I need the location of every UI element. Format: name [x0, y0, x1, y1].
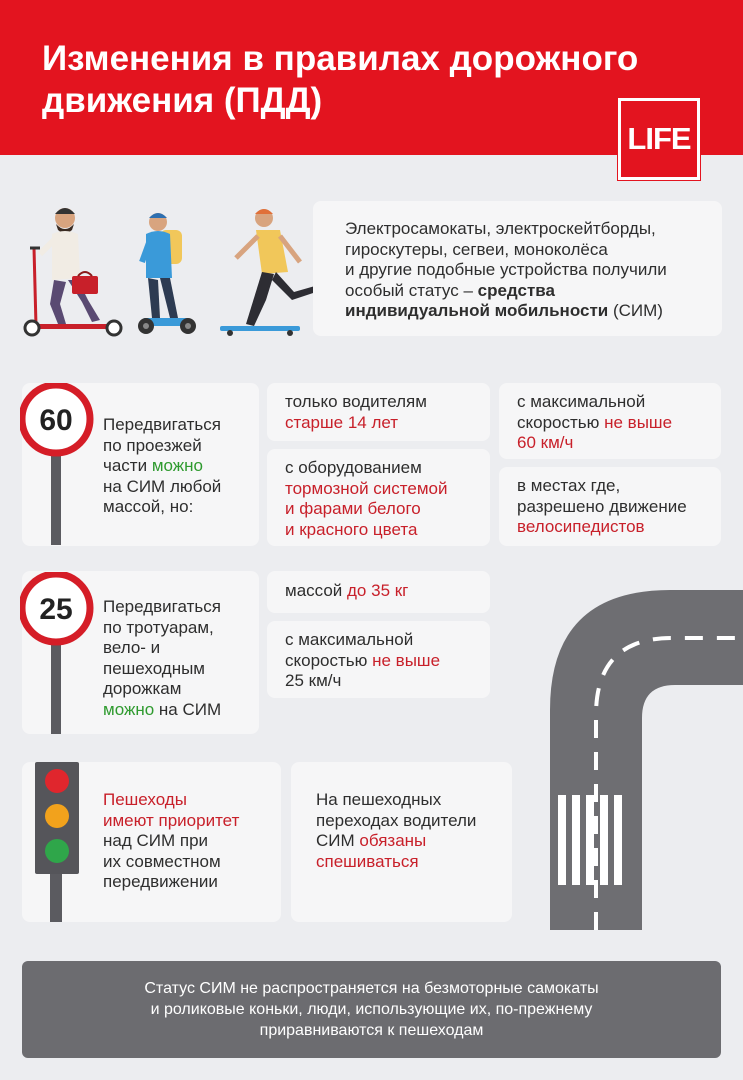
- sidewalk-line: пешеходным: [103, 658, 205, 678]
- ped-line: над СИМ при: [103, 831, 209, 850]
- sidewalk-line: на СИМ: [154, 699, 222, 719]
- intro-line: Электросамокаты, электроскейтборды,: [345, 219, 656, 238]
- road-line: части: [103, 456, 152, 475]
- scooter-rider-icon: [25, 208, 121, 335]
- pedestrian-text: [103, 790, 278, 893]
- road-line: Передвигаться: [103, 415, 221, 434]
- road-line: на СИМ любой: [103, 476, 222, 496]
- skateboard-rider-icon: [220, 209, 318, 336]
- condition-speed25-text: [285, 630, 485, 692]
- intro-line: и другие подобные устройства получили: [345, 260, 667, 279]
- sidewalk-line: по тротуарам,: [103, 617, 214, 637]
- c6-highlight: не выше: [372, 650, 441, 670]
- condition-speed60-text: [517, 392, 717, 454]
- speed-25-sign-icon: [20, 572, 94, 734]
- condition-equipment-text: [285, 458, 490, 540]
- road-text: [103, 415, 253, 518]
- crossing-highlight: обязаны: [359, 831, 427, 850]
- ped-line: их совместном: [103, 851, 221, 871]
- crossing-line: переходах водители: [316, 810, 477, 830]
- c4-line: разрешено движение: [517, 496, 687, 516]
- road-allowed: можно: [151, 456, 203, 475]
- c4-highlight: велосипедистов: [517, 517, 645, 536]
- footer-line: Статус СИМ не распространяется на безмоторные самокаты: [144, 980, 599, 997]
- condition-weight-text: [285, 581, 485, 602]
- crossing-line: На пешеходных: [316, 790, 442, 809]
- c5-line: массой: [285, 581, 348, 600]
- c4-line: в местах где,: [517, 476, 621, 495]
- road-line: по проезжей: [103, 435, 202, 455]
- intro-line: особый статус –: [345, 280, 478, 300]
- intro-bold: индивидуальной мобильности: [345, 301, 609, 320]
- footer-line: и роликовые коньки, люди, использующие их, по-прежнему: [150, 1001, 593, 1018]
- logo-text: LIFE: [621, 101, 697, 177]
- c2-highlight: тормозной системой: [285, 478, 448, 498]
- intro-text: [345, 219, 715, 322]
- sidewalk-line: вело- и: [103, 638, 161, 657]
- c3-highlight: не выше: [604, 412, 673, 432]
- c6-line: скоростью: [285, 650, 373, 670]
- c2-highlight: и красного цвета: [285, 519, 418, 539]
- sidewalk-text: [103, 597, 253, 720]
- c2-line: с оборудованием: [285, 458, 422, 477]
- page-title: Изменения в правилах дорожного движения (ПДД): [42, 39, 639, 120]
- condition-age-text: [285, 392, 485, 433]
- road-illustration: [550, 590, 743, 930]
- c3-line: скоростью: [517, 412, 605, 432]
- c6-line: с максимальной: [285, 630, 414, 649]
- intro-line: гироскутеры, сегвеи, моноколёса: [345, 239, 608, 259]
- sidewalk-line: дорожкам: [103, 679, 182, 698]
- c3-line: с максимальной: [517, 392, 646, 411]
- ped-highlight: имеют приоритет: [103, 810, 240, 830]
- intro-tail: (СИМ): [608, 301, 663, 320]
- crossing-highlight: спешиваться: [316, 851, 419, 871]
- c1-line: только водителям: [285, 392, 427, 411]
- condition-bike-text: [517, 476, 717, 538]
- c5-highlight: до 35 кг: [347, 581, 409, 600]
- ped-highlight: Пешеходы: [103, 790, 187, 809]
- c3-highlight: 60 км/ч: [517, 433, 574, 452]
- ped-line: передвижении: [103, 872, 218, 891]
- hoverboard-rider-icon: [138, 213, 196, 334]
- speed-60-value: 60: [39, 404, 73, 437]
- road-line: массой, но:: [103, 497, 194, 516]
- traffic-light-icon: [33, 760, 81, 922]
- footer-note: [22, 961, 721, 1058]
- sidewalk-allowed: можно: [103, 699, 155, 719]
- life-logo: [617, 97, 701, 181]
- c6-line: 25 км/ч: [285, 671, 342, 690]
- speed-25-value: 25: [39, 593, 73, 626]
- c2-highlight: и фарами белого: [285, 499, 421, 518]
- crossing-line: СИМ: [316, 831, 360, 850]
- c1-highlight: старше 14 лет: [285, 412, 399, 432]
- footer-line: приравниваются к пешеходам: [259, 1022, 484, 1039]
- crossing-text: [316, 790, 511, 872]
- sidewalk-line: Передвигаться: [103, 597, 221, 616]
- intro-bold: средства: [477, 280, 555, 300]
- riders-illustration: [18, 200, 318, 342]
- speed-60-sign-icon: [20, 383, 94, 545]
